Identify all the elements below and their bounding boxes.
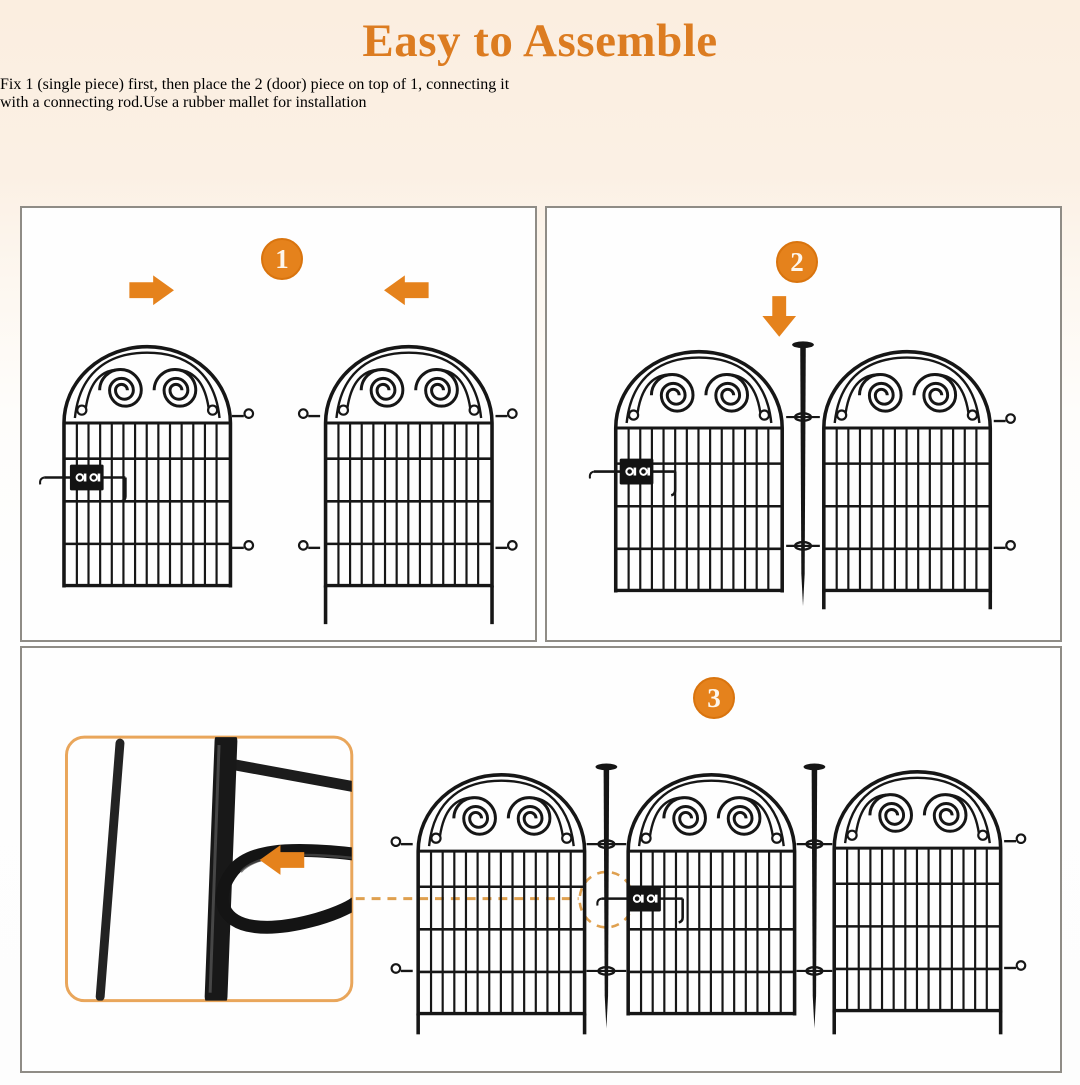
connecting-rod bbox=[804, 764, 826, 1029]
connecting-rod bbox=[595, 764, 617, 1029]
step-2-badge: 2 bbox=[776, 241, 818, 283]
eyelet-hook bbox=[1004, 961, 1025, 970]
eyelet-hook bbox=[994, 541, 1015, 550]
connection-detail-inset bbox=[66, 737, 355, 1001]
fence-panel-single bbox=[299, 347, 517, 624]
subtitle-line-2: with a connecting rod.Use a rubber mallet for installation bbox=[0, 94, 367, 111]
subtitle-line-1: Fix 1 (single piece) first, then place the 2 (door) piece on top of 1, connecting it bbox=[0, 76, 510, 93]
arrow-left-icon bbox=[384, 275, 429, 305]
eyelet-hook bbox=[232, 409, 253, 418]
eyelet-hook bbox=[392, 837, 413, 846]
step-3-badge: 3 bbox=[693, 677, 735, 719]
fence-panel-single bbox=[834, 772, 1025, 1035]
step-1-badge: 1 bbox=[261, 238, 303, 280]
eyelet-hook bbox=[994, 414, 1015, 423]
fence-panel-door bbox=[590, 352, 782, 593]
arrow-right-icon bbox=[129, 275, 174, 305]
step-3-illustration bbox=[22, 648, 1060, 1071]
eyelet-hook bbox=[299, 541, 320, 550]
arrow-down-icon bbox=[762, 296, 796, 337]
eyelet-hook bbox=[232, 541, 253, 550]
page-title: Easy to Assemble bbox=[362, 15, 718, 67]
fence-panel-door bbox=[40, 347, 253, 588]
fence-panel-single bbox=[824, 352, 1015, 610]
eyelet-hook bbox=[299, 409, 320, 418]
eyelet-hook bbox=[495, 409, 516, 418]
connecting-rod bbox=[792, 341, 814, 606]
step-1-panel bbox=[20, 206, 537, 642]
eyelet-hook bbox=[495, 541, 516, 550]
step-2-panel bbox=[545, 206, 1062, 642]
fence-panel-single bbox=[392, 775, 585, 1035]
fence-panel-door bbox=[597, 775, 794, 1016]
eyelet-hook bbox=[1004, 834, 1025, 843]
step-3-panel bbox=[20, 646, 1062, 1073]
eyelet-hook bbox=[392, 964, 413, 973]
